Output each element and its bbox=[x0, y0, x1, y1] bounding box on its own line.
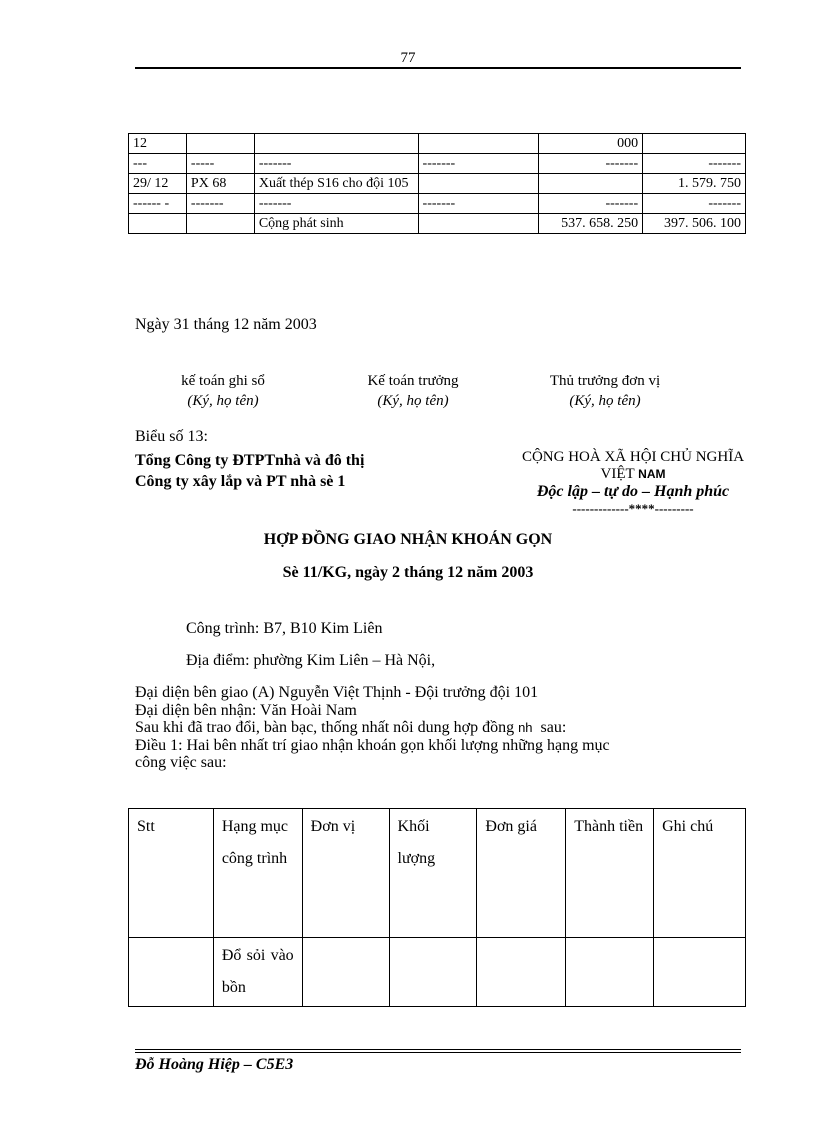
national-name-line2 bbox=[498, 466, 768, 483]
column-header: Đơn vị bbox=[302, 809, 389, 938]
table-row bbox=[129, 134, 746, 154]
ledger-cell: ------- bbox=[539, 154, 643, 174]
table-row bbox=[129, 938, 746, 1007]
national-name-line: CỘNG HOÀ XÃ HỘI CHỦ NGHĨA bbox=[521, 449, 745, 465]
table-row bbox=[129, 154, 746, 174]
location-line: Địa điểm: phường Kim Liên – Hà Nội, bbox=[186, 652, 436, 669]
signature-block bbox=[515, 371, 695, 411]
body-line bbox=[135, 719, 745, 737]
column-header: Thành tiền bbox=[566, 809, 654, 938]
ledger-cell: ------- bbox=[643, 194, 746, 214]
body-line: công việc sau: bbox=[135, 754, 227, 771]
ledger-cell: 397. 506. 100 bbox=[643, 214, 746, 234]
ledger-cell: ------ - bbox=[129, 194, 187, 214]
body-fragment: Sau khi đã trao đổi, bàn bạc, thống nhất nôi dung hợp đồng bbox=[135, 719, 515, 736]
signature-role: Kế toán trưởng bbox=[367, 373, 459, 389]
form-number: Biểu số 13: bbox=[135, 428, 208, 445]
signature-block bbox=[133, 371, 313, 411]
signature-hint: (Ký, họ tên) bbox=[569, 393, 641, 409]
organization-line: Tổng Công ty ĐTPTnhà và đô thị bbox=[135, 452, 365, 469]
ledger-cell: ------- bbox=[186, 194, 254, 214]
ledger-cell: ------- bbox=[254, 154, 418, 174]
table-cell bbox=[302, 938, 389, 1007]
national-header bbox=[498, 449, 768, 517]
ledger-cell bbox=[418, 214, 539, 234]
ledger-cell: Xuất thép S16 cho đội 105 bbox=[254, 174, 418, 194]
header-rule bbox=[135, 67, 741, 69]
contract-number: Sè 11/KG, ngày 2 tháng 12 năm 2003 bbox=[282, 564, 534, 581]
body-fragment: sau: bbox=[540, 719, 567, 736]
ledger-cell bbox=[129, 214, 187, 234]
body-line: Đại diện bên nhận: Văn Hoài Nam bbox=[135, 701, 357, 719]
ledger-cell: 29/ 12 bbox=[129, 174, 187, 194]
ledger-cell: 12 bbox=[129, 134, 187, 154]
ledger-cell bbox=[186, 214, 254, 234]
ledger-cell: PX 68 bbox=[186, 174, 254, 194]
contract-table bbox=[128, 808, 746, 1007]
contract-title: HỢP ĐỒNG GIAO NHẬN KHOÁN GỌN bbox=[263, 531, 553, 548]
ledger-cell bbox=[643, 134, 746, 154]
ledger-cell: ------- bbox=[643, 154, 746, 174]
page-number: 77 bbox=[400, 50, 416, 66]
table-row bbox=[129, 174, 746, 194]
ledger-cell: ------- bbox=[254, 194, 418, 214]
column-header: Hạng mục công trình bbox=[213, 809, 302, 938]
table-cell: Đổ sỏi vào bồn bbox=[213, 938, 302, 1007]
table-row bbox=[129, 214, 746, 234]
body-line: Điều 1: Hai bên nhất trí giao nhận khoán gọn khối lượng những hạng mục bbox=[135, 736, 610, 754]
footer-rule bbox=[135, 1049, 741, 1050]
ledger-cell: ------- bbox=[418, 154, 539, 174]
body-line: Đại diện bên giao (A) Nguyễn Việt Thịnh - Đội trưởng đội 101 bbox=[135, 684, 539, 701]
signature-role: Thủ trưởng đơn vị bbox=[549, 373, 661, 389]
ledger-cell bbox=[254, 134, 418, 154]
table-cell bbox=[129, 938, 214, 1007]
signature-hint: (Ký, họ tên) bbox=[377, 393, 449, 409]
date-line: Ngày 31 tháng 12 năm 2003 bbox=[135, 316, 317, 333]
organization-line: Công ty xây lắp và PT nhà sè 1 bbox=[135, 473, 346, 490]
table-cell bbox=[389, 938, 477, 1007]
ledger-cell: 1. 579. 750 bbox=[643, 174, 746, 194]
contract-body bbox=[135, 684, 745, 772]
table-cell bbox=[566, 938, 654, 1007]
signature-role: kế toán ghi sổ bbox=[181, 373, 265, 389]
signature-block bbox=[323, 371, 503, 411]
national-motto: Độc lập – tự do – Hạnh phúc bbox=[536, 483, 730, 500]
ledger-cell: --- bbox=[129, 154, 187, 174]
footer-author: Đỗ Hoàng Hiệp – C5E3 bbox=[135, 1056, 294, 1073]
national-name-part: VIỆT bbox=[600, 466, 635, 482]
body-fragment: nh bbox=[518, 720, 533, 735]
ledger-cell bbox=[539, 174, 643, 194]
ledger-cell: 000 bbox=[539, 134, 643, 154]
ledger-cell bbox=[186, 134, 254, 154]
ledger-cell bbox=[418, 174, 539, 194]
ledger-cell: ------- bbox=[539, 194, 643, 214]
column-header: Đơn giá bbox=[477, 809, 566, 938]
column-header: Stt bbox=[129, 809, 214, 938]
ledger-cell: 537. 658. 250 bbox=[539, 214, 643, 234]
signature-hint: (Ký, họ tên) bbox=[187, 393, 259, 409]
footer-rule bbox=[135, 1052, 741, 1053]
column-header: Ghi chú bbox=[654, 809, 746, 938]
table-cell bbox=[654, 938, 746, 1007]
national-name-part: NAM bbox=[638, 467, 666, 481]
ledger-cell bbox=[418, 134, 539, 154]
table-row bbox=[129, 194, 746, 214]
ledger-table bbox=[128, 133, 746, 234]
column-header: Khối lượng bbox=[389, 809, 477, 938]
project-line: Công trình: B7, B10 Kim Liên bbox=[186, 620, 383, 637]
ledger-cell: Cộng phát sinh bbox=[254, 214, 418, 234]
ledger-cell: ----- bbox=[186, 154, 254, 174]
ledger-cell: ------- bbox=[418, 194, 539, 214]
organization-block bbox=[135, 450, 364, 492]
table-header-row bbox=[129, 809, 746, 938]
table-cell bbox=[477, 938, 566, 1007]
decorative-divider: -------------****--------- bbox=[572, 501, 694, 516]
